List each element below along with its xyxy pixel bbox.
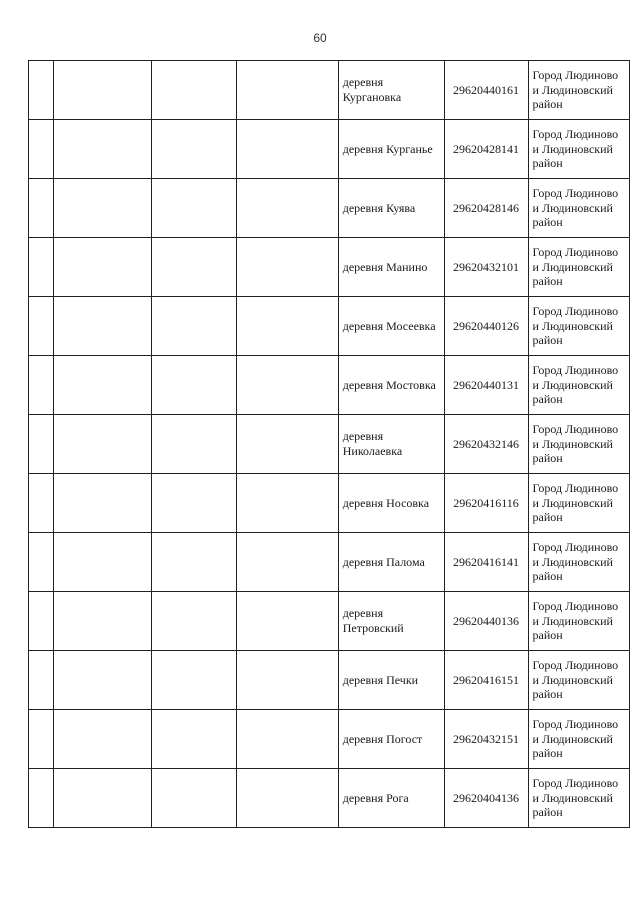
- empty-cell: [54, 356, 152, 415]
- table-body: [29, 61, 630, 828]
- empty-cell: [29, 651, 54, 710]
- empty-cell: [29, 415, 54, 474]
- empty-cell: [237, 651, 338, 710]
- municipality-cell: Город Людиново и Людиновский район: [528, 297, 629, 356]
- municipality-cell: Город Людиново и Людиновский район: [528, 474, 629, 533]
- empty-cell: [29, 710, 54, 769]
- empty-cell: [152, 120, 237, 179]
- empty-cell: [237, 769, 338, 828]
- settlement-cell: деревня Рога: [338, 769, 444, 828]
- table-row: [29, 120, 630, 179]
- empty-cell: [152, 533, 237, 592]
- empty-cell: [29, 238, 54, 297]
- oktmo-cell: 29620428146: [444, 179, 528, 238]
- oktmo-cell: 29620440131: [444, 356, 528, 415]
- empty-cell: [237, 533, 338, 592]
- empty-cell: [54, 651, 152, 710]
- settlement-cell: деревня Петровский: [338, 592, 444, 651]
- municipality-cell: Город Людиново и Людиновский район: [528, 120, 629, 179]
- empty-cell: [152, 61, 237, 120]
- empty-cell: [54, 238, 152, 297]
- empty-cell: [152, 238, 237, 297]
- settlement-cell: деревня Николаевка: [338, 415, 444, 474]
- settlement-cell: деревня Печки: [338, 651, 444, 710]
- settlements-table: [28, 60, 630, 828]
- municipality-cell: Город Людиново и Людиновский район: [528, 238, 629, 297]
- empty-cell: [54, 592, 152, 651]
- municipality-cell: Город Людиново и Людиновский район: [528, 592, 629, 651]
- municipality-cell: Город Людиново и Людиновский район: [528, 769, 629, 828]
- table-row: [29, 769, 630, 828]
- municipality-cell: Город Людиново и Людиновский район: [528, 179, 629, 238]
- empty-cell: [54, 769, 152, 828]
- table-row: [29, 710, 630, 769]
- empty-cell: [54, 297, 152, 356]
- empty-cell: [54, 120, 152, 179]
- empty-cell: [152, 651, 237, 710]
- empty-cell: [54, 533, 152, 592]
- oktmo-cell: 29620416116: [444, 474, 528, 533]
- settlement-cell: деревня Курганье: [338, 120, 444, 179]
- empty-cell: [237, 61, 338, 120]
- empty-cell: [54, 61, 152, 120]
- table-row: [29, 651, 630, 710]
- empty-cell: [237, 356, 338, 415]
- empty-cell: [152, 474, 237, 533]
- table-row: [29, 415, 630, 474]
- empty-cell: [29, 533, 54, 592]
- oktmo-cell: 29620440126: [444, 297, 528, 356]
- settlement-cell: деревня Мостовка: [338, 356, 444, 415]
- empty-cell: [237, 238, 338, 297]
- empty-cell: [29, 592, 54, 651]
- empty-cell: [29, 179, 54, 238]
- oktmo-cell: 29620416141: [444, 533, 528, 592]
- empty-cell: [237, 592, 338, 651]
- empty-cell: [54, 179, 152, 238]
- empty-cell: [152, 179, 237, 238]
- oktmo-cell: 29620432146: [444, 415, 528, 474]
- table-row: [29, 592, 630, 651]
- settlement-cell: деревня Куява: [338, 179, 444, 238]
- table-row: [29, 179, 630, 238]
- municipality-cell: Город Людиново и Людиновский район: [528, 415, 629, 474]
- empty-cell: [152, 415, 237, 474]
- settlement-cell: деревня Кургановка: [338, 61, 444, 120]
- settlement-cell: деревня Манино: [338, 238, 444, 297]
- oktmo-cell: 29620404136: [444, 769, 528, 828]
- oktmo-cell: 29620416151: [444, 651, 528, 710]
- table-row: [29, 297, 630, 356]
- settlement-cell: деревня Палома: [338, 533, 444, 592]
- oktmo-cell: 29620432151: [444, 710, 528, 769]
- empty-cell: [29, 474, 54, 533]
- empty-cell: [29, 769, 54, 828]
- empty-cell: [237, 415, 338, 474]
- municipality-cell: Город Людиново и Людиновский район: [528, 356, 629, 415]
- municipality-cell: Город Людиново и Людиновский район: [528, 651, 629, 710]
- empty-cell: [152, 592, 237, 651]
- municipality-cell: Город Людиново и Людиновский район: [528, 533, 629, 592]
- empty-cell: [29, 120, 54, 179]
- empty-cell: [29, 356, 54, 415]
- settlement-cell: деревня Носовка: [338, 474, 444, 533]
- empty-cell: [237, 179, 338, 238]
- table-row: [29, 61, 630, 120]
- oktmo-cell: 29620440161: [444, 61, 528, 120]
- empty-cell: [237, 120, 338, 179]
- table-row: [29, 356, 630, 415]
- empty-cell: [54, 474, 152, 533]
- table-row: [29, 238, 630, 297]
- empty-cell: [152, 356, 237, 415]
- oktmo-cell: 29620432101: [444, 238, 528, 297]
- municipality-cell: Город Людиново и Людиновский район: [528, 710, 629, 769]
- page-number: 60: [313, 31, 327, 45]
- settlement-cell: деревня Погост: [338, 710, 444, 769]
- oktmo-cell: 29620428141: [444, 120, 528, 179]
- empty-cell: [54, 710, 152, 769]
- empty-cell: [237, 474, 338, 533]
- empty-cell: [152, 710, 237, 769]
- empty-cell: [29, 61, 54, 120]
- empty-cell: [29, 297, 54, 356]
- settlement-cell: деревня Мосеевка: [338, 297, 444, 356]
- table-row: [29, 474, 630, 533]
- empty-cell: [237, 710, 338, 769]
- oktmo-cell: 29620440136: [444, 592, 528, 651]
- municipality-cell: Город Людиново и Людиновский район: [528, 61, 629, 120]
- empty-cell: [54, 415, 152, 474]
- empty-cell: [152, 769, 237, 828]
- empty-cell: [152, 297, 237, 356]
- table-row: [29, 533, 630, 592]
- empty-cell: [237, 297, 338, 356]
